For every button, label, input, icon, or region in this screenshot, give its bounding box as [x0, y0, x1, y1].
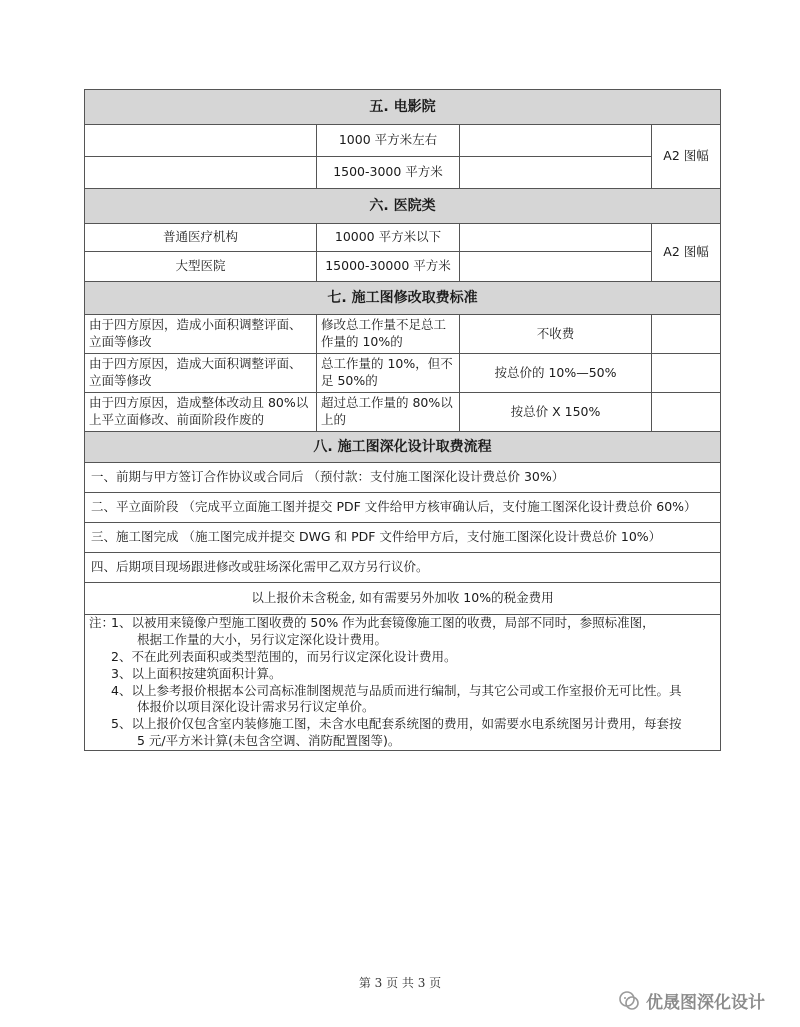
- table-row: [85, 583, 721, 615]
- reason-cell: 由于四方原因，造成大面积调整评面、立面等修改: [85, 354, 317, 393]
- section-header-cinema: [85, 90, 721, 125]
- fee-cell: 不收费: [460, 315, 652, 354]
- table-row: [85, 354, 721, 393]
- area-cell: 1000 平方米左右: [317, 125, 460, 157]
- process-step: 四、后期项目现场跟进修改或驻场深化需甲乙双方另行议价。: [85, 553, 721, 583]
- note-line: 2、不在此列表面积或类型范围的，而另行议定深化设计费用。: [111, 648, 457, 664]
- table-cell: [460, 157, 652, 189]
- section-title: 五. 电影院: [85, 90, 721, 125]
- area-cell: 15000-30000 平方米: [317, 252, 460, 282]
- section-header-hospital: [85, 189, 721, 224]
- process-step: 三、施工图完成 （施工图完成并提交 DWG 和 PDF 文件给甲方后，支付施工图深化设计费总价 10%）: [85, 523, 721, 553]
- table-cell: [652, 354, 721, 393]
- table-row: [85, 252, 721, 282]
- area-cell: 1500-3000 平方米: [317, 157, 460, 189]
- table-cell: [652, 393, 721, 432]
- section-header-revision: [85, 282, 721, 315]
- section-header-process: [85, 432, 721, 463]
- table-cell: [85, 125, 317, 157]
- paper-size-cell: A2 图幅: [652, 224, 721, 282]
- table-row: [85, 493, 721, 523]
- table-cell: [460, 125, 652, 157]
- fee-cell: 按总价的 10%—50%: [460, 354, 652, 393]
- table-row: [85, 393, 721, 432]
- wechat-logo-icon: [618, 990, 640, 1012]
- table-row: [85, 157, 721, 189]
- table-cell: [460, 224, 652, 252]
- watermark-text: 优晟图深化设计: [646, 993, 765, 1013]
- note-line: 根据工作量的大小，另行议定深化设计费用。: [137, 631, 388, 647]
- reason-cell: 由于四方原因，造成小面积调整评面、立面等修改: [85, 315, 317, 354]
- page-number: 第 3 页 共 3 页: [358, 976, 442, 990]
- table-row: [85, 315, 721, 354]
- fee-table: [84, 89, 721, 751]
- table-cell: [85, 157, 317, 189]
- note-line: 5、以上报价仅包含室内装修施工图，未含水电配套系统图的费用，如需要水电系统图另计费用，每套按: [111, 716, 682, 732]
- watermark: [618, 988, 765, 1013]
- area-cell: 10000 平方米以下: [317, 224, 460, 252]
- table-row: [85, 125, 721, 157]
- notes-prefix: 注：: [89, 615, 115, 630]
- workload-cell: 总工作量的 10%，但不足 50%的: [317, 354, 460, 393]
- section-title: 八. 施工图深化设计取费流程: [85, 432, 721, 463]
- table-row: [85, 224, 721, 252]
- table-row: [85, 553, 721, 583]
- paper-size-cell: A2 图幅: [652, 125, 721, 189]
- note-line: 3、以上面积按建筑面积计算。: [111, 665, 282, 681]
- table-row: [85, 523, 721, 553]
- facility-type-cell: 大型医院: [85, 252, 317, 282]
- process-step: 一、前期与甲方签订合作协议或合同后 （预付款：支付施工图深化设计费总价 30%）: [85, 463, 721, 493]
- note-text: 1、以被用来镜像户型施工图收费的 50% 作为此套镜像施工图的收费，局部不同时，参照标准图，: [111, 615, 655, 630]
- process-step: 二、平立面阶段 （完成平立面施工图并提交 PDF 文件给甲方核审确认后，支付施工图深化设计费总价 60%）: [85, 493, 721, 523]
- fee-cell: 按总价 X 150%: [460, 393, 652, 432]
- table-cell: [652, 315, 721, 354]
- tax-note: 以上报价未含税金, 如有需要另外加收 10%的税金费用: [85, 583, 721, 615]
- notes-row: [85, 615, 721, 751]
- section-title: 七. 施工图修改取费标准: [85, 282, 721, 315]
- section-title: 六. 医院类: [85, 189, 721, 224]
- facility-type-cell: 普通医疗机构: [85, 224, 317, 252]
- notes-cell: [85, 615, 721, 751]
- note-line: 5 元/平方米计算(未包含空调、消防配置图等)。: [137, 733, 401, 749]
- note-line: 体报价以项目深化设计需求另行议定单价。: [137, 699, 375, 715]
- table-cell: [460, 252, 652, 282]
- workload-cell: 修改总工作量不足总工作量的 10%的: [317, 315, 460, 354]
- reason-cell: 由于四方原因，造成整体改动且 80%以上平立面修改、前面阶段作废的: [85, 393, 317, 432]
- workload-cell: 超过总工作量的 80%以上的: [317, 393, 460, 432]
- note-line: 4、以上参考报价根据本公司高标准制图规范与品质而进行编制，与其它公司或工作室报价无可比性。具: [111, 682, 682, 698]
- note-line: [89, 615, 716, 632]
- table-row: [85, 463, 721, 493]
